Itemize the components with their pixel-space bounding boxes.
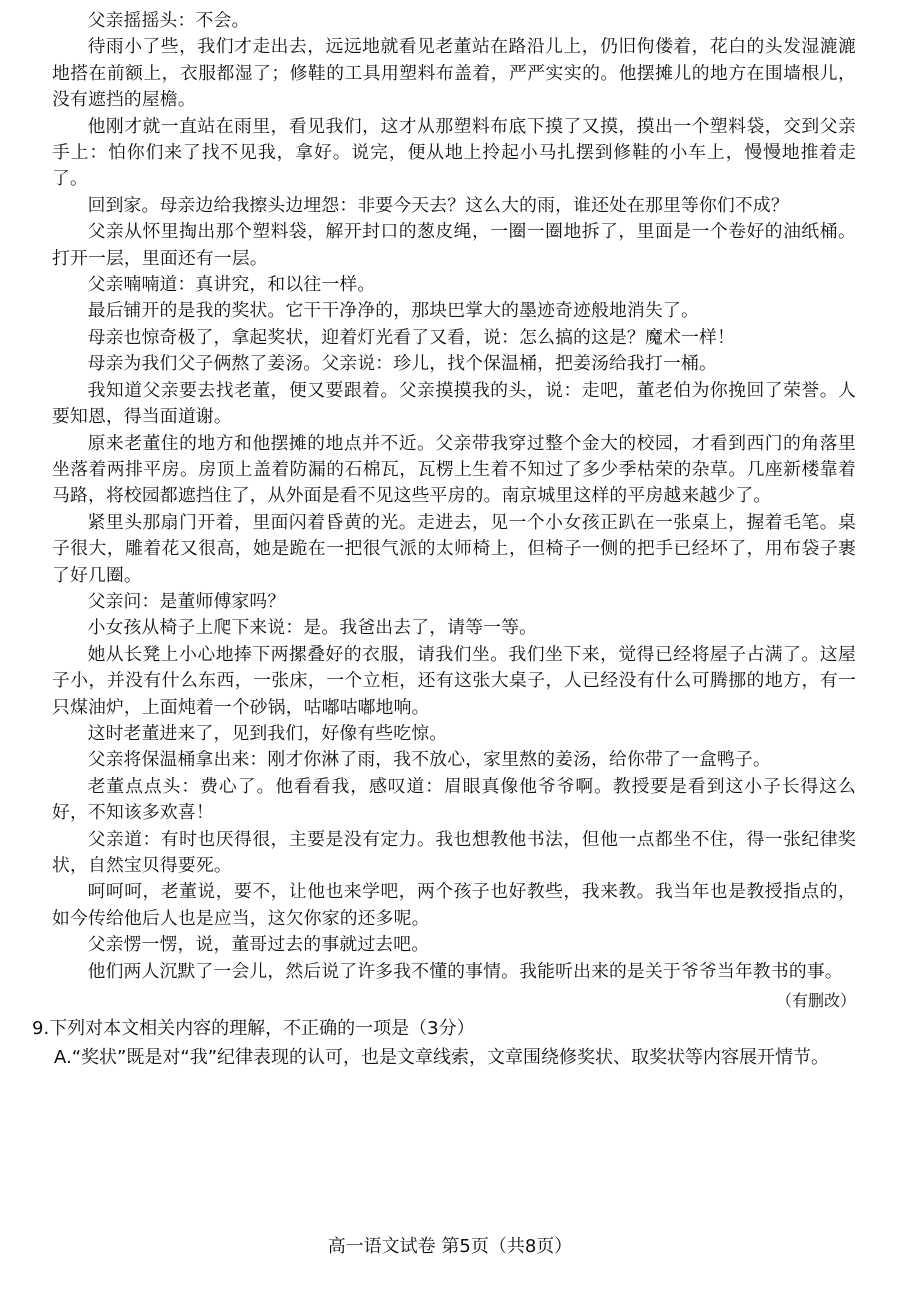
passage-paragraph: 紧里头那扇门开着，里面闪着昏黄的光。走进去，见一个小女孩正趴在一张桌上，握着毛笔。桌子很大，雕着花又很高，她是跪在一把很气派的太师椅上，但椅子一侧的把手已经坏了，用布袋子裹了好几圈。: [52, 511, 856, 586]
passage-paragraph: 小女孩从椅子上爬下来说：是。我爸出去了，请等一等。: [87, 617, 538, 639]
passage-paragraph: 老董点点头：费心了。他看看我，感叹道：眉眼真像他爷爷啊。教授要是看到这小子长得这么好，不知该多欢喜！: [52, 775, 856, 824]
passage-paragraph: 这时老董进来了，见到我们，好像有些吃惊。: [87, 722, 448, 744]
passage-paragraph: 母亲也惊奇极了，拿起奖状，迎着灯光看了又看，说：怎么搞的这是？魔术一样！: [87, 326, 735, 348]
passage-paragraph: 母亲为我们父子俩熬了姜汤。父亲说：珍儿，找个保温桶，把姜汤给我打一桶。: [87, 353, 717, 375]
passage-paragraph: 父亲摇摇头：不会。: [87, 10, 250, 31]
source-note: （有删改）: [775, 991, 856, 1011]
passage-paragraph: 回到家。母亲边给我擦头边埋怨：非要今天去？这么大的雨，谁还处在那里等你们不成？: [87, 194, 789, 216]
passage-paragraph: 最后铺开的是我的奖状。它干干净净的，那块巴掌大的墨迹奇迹般地消失了。: [87, 300, 699, 322]
passage-paragraph: 父亲喃喃道：真讲究，和以往一样。: [87, 274, 376, 296]
answer-option-a: A.“奖状”既是对“我”纪律表现的认可，也是文章线索，文章围绕修奖状、取奖状等内容展开情节。: [54, 1047, 830, 1069]
reading-passage: [52, 8, 856, 985]
passage-paragraph: 我知道父亲要去找老董，便又要跟着。父亲摸摸我的头，说：走吧，董老伯为你挽回了荣誉。人要知恩，得当面道谢。: [52, 379, 856, 428]
passage-paragraph: 父亲道：有时也厌得很，主要是没有定力。我也想教他书法，但他一点都坐不住，得一张纪律奖状，自然宝贝得要死。: [52, 828, 856, 876]
question-stem: 9.下列对本文相关内容的理解，不正确的一项是（3分）: [32, 1018, 475, 1040]
passage-paragraph: 待雨小了些，我们才走出去，远远地就看见老董站在路沿儿上，仍旧佝偻着，花白的头发湿漉漉地搭在前额上，衣服都湿了；修鞋的工具用塑料布盖着，严严实实的。他摆摊儿的地方在围墙根儿，没有遮挡的屋檐。: [52, 36, 856, 111]
passage-paragraph: 父亲从怀里掏出那个塑料袋，解开封口的葱皮绳，一圈一圈地拆了，里面是一个卷好的油纸桶。打开一层，里面还有一层。: [52, 221, 856, 269]
passage-paragraph: 他刚才就一直站在雨里，看见我们，这才从那塑料布底下摸了又摸，摸出一个塑料袋，交到父亲手上：怕你们来了找不见我，拿好。说完，便从地上拎起小马扎摆到修鞋的小车上，慢慢地推着走了。: [52, 115, 856, 190]
question-block: [32, 1015, 856, 1073]
passage-paragraph: 他们两人沉默了一会儿，然后说了许多我不懂的事情。我能听出来的是关于爷爷当年教书的事。: [87, 960, 843, 982]
passage-paragraph: 呵呵呵，老董说，要不，让他也来学吧，两个孩子也好教些，我来教。我当年也是教授指点的，如今传给他后人也是应当，这欠你家的还多呢。: [52, 881, 856, 929]
passage-paragraph: 父亲将保温桶拿出来：刚才你淋了雨，我不放心，家里熬的姜汤，给你带了一盒鸭子。: [87, 749, 771, 771]
passage-paragraph: 父亲问：是董师傅家吗？: [87, 590, 286, 612]
passage-paragraph: 父亲愣一愣，说，董哥过去的事就过去吧。: [87, 934, 430, 956]
passage-paragraph: 她从长凳上小心地捧下两摞叠好的衣服，请我们坐。我们坐下来，觉得已经将屋子占满了。这屋子小，并没有什么东西，一张床，一个立柜，还有这张大桌子，人已经没有什么可腾挪的地方，有一只煤油炉，上面炖着一个砂锅，咕嘟咕嘟地响。: [52, 643, 856, 718]
page-footer: 高一语文试卷 第5页（共8页）: [327, 1236, 573, 1257]
passage-paragraph: 原来老董住的地方和他摆摊的地点并不近。父亲带我穿过整个金大的校园，才看到西门的角落里坐落着两排平房。房顶上盖着防漏的石棉瓦，瓦楞上生着不知过了多少季枯荣的杂草。几座新楼靠着马路，将校园都遮挡住了，从外面是看不见这些平房的。南京城里这样的平房越来越少了。: [52, 432, 856, 507]
